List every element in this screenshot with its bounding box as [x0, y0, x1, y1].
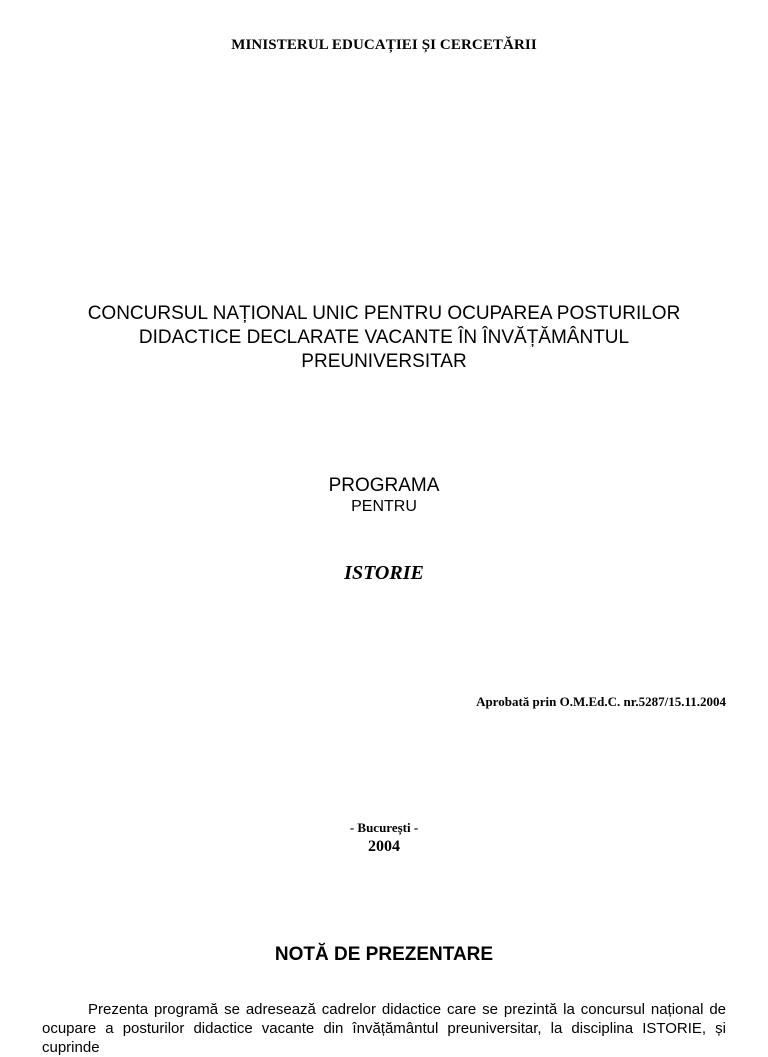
ministry-header: MINISTERUL EDUCAȚIEI ȘI CERCETĂRII	[231, 37, 537, 53]
program-for-label: PENTRU	[351, 498, 417, 515]
note-paragraph: Prezenta programă se adresează cadrelor didactice care se prezintă la concursul național de ocupare a posturilor didactice vacante din învățământul preuniversitar, la disciplina ISTORIE, și cuprinde	[42, 1001, 726, 1056]
city-label: - București -	[349, 820, 419, 835]
approval-note: Aprobată prin O.M.Ed.C. nr.5287/15.11.2004	[476, 694, 726, 709]
contest-title	[40, 302, 728, 374]
subject-title: ISTORIE	[344, 562, 424, 584]
program-label: PROGRAMA	[328, 475, 440, 496]
contest-title-line-2: DIDACTICE DECLARATE VACANTE ÎN ÎNVĂȚĂMÂNTUL	[138, 327, 630, 348]
contest-title-line-3: PREUNIVERSITAR	[301, 351, 467, 372]
note-heading: NOTĂ DE PREZENTARE	[274, 944, 494, 965]
year-label: 2004	[368, 838, 400, 855]
contest-title-line-1: CONCURSUL NAȚIONAL UNIC PENTRU OCUPAREA POSTURILOR	[87, 303, 681, 324]
